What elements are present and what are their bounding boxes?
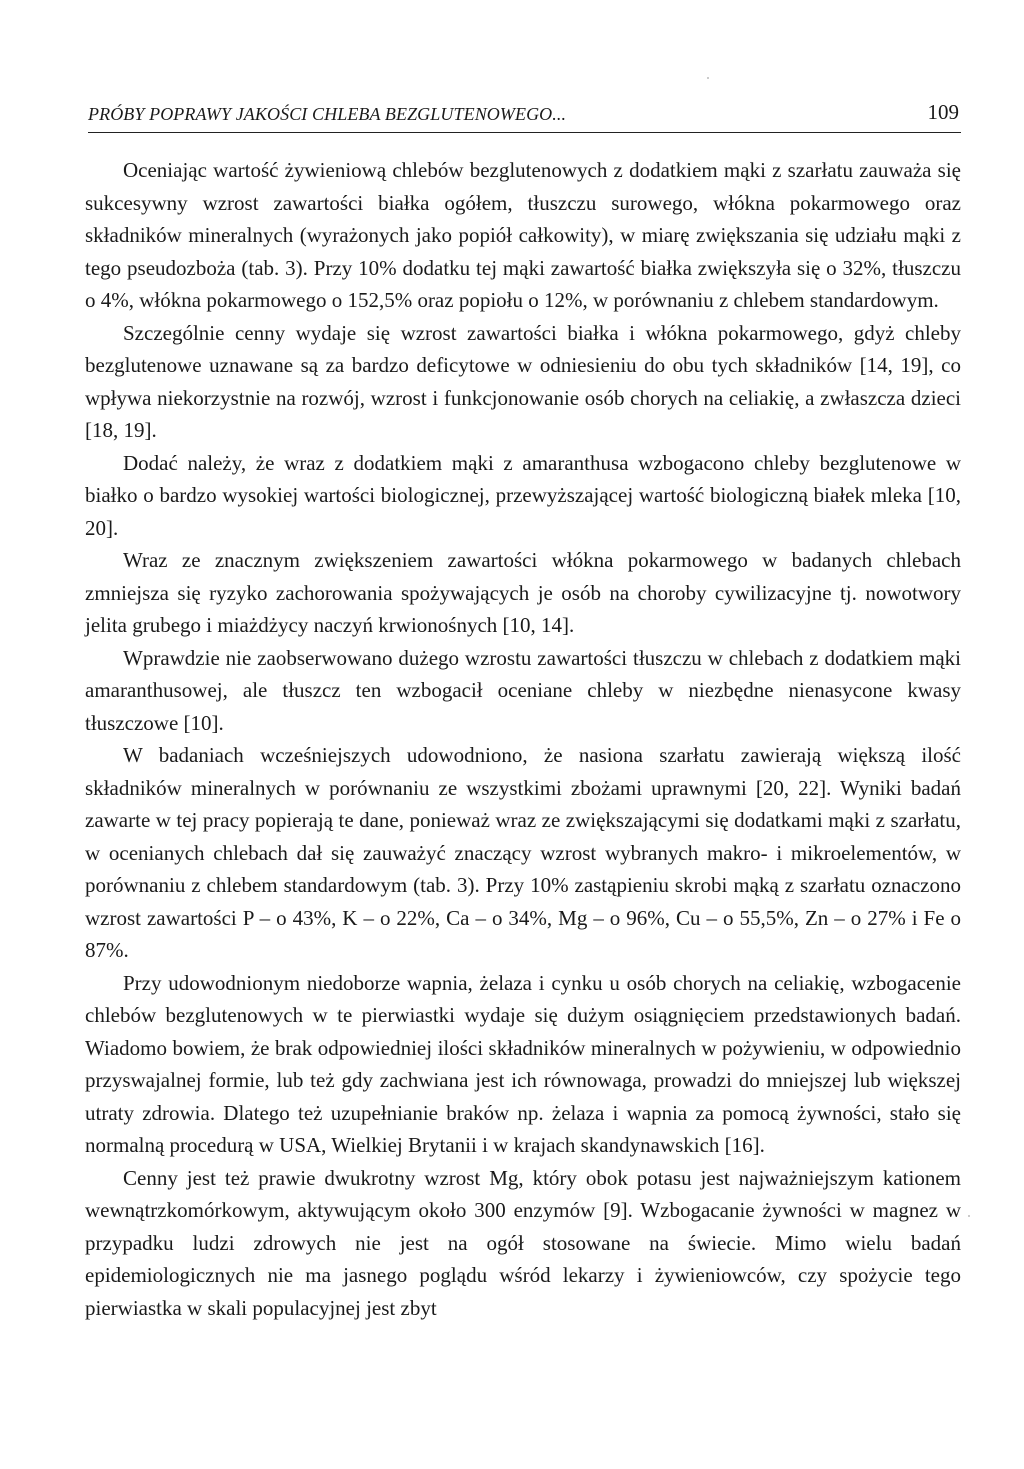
page — [85, 100, 961, 1324]
scan-speck — [707, 77, 709, 79]
paragraph: W badaniach wcześniejszych udowodniono, że nasiona szarłatu zawierają większą ilość składników mineralnych w porównaniu ze wszystkimi zbożami uprawnymi [20, 22]. Wyniki badań zawarte w tej pracy popierają te dane, ponieważ wraz ze zwiększającymi się dodatkami mąki z szarłatu, w ocenianych chlebach dał się zauważyć znaczący wzrost wybranych makro- i mikroelementów, w porównaniu z chlebem standardowym (tab. 3). Przy 10% zastąpieniu skrobi mąką z szarłatu oznaczono wzrost zawartości P – o 43%, K – o 22%, Ca – o 34%, Mg – o 96%, Cu – o 55,5%, Zn – o 27% i Fe o 87%. — [85, 743, 961, 962]
paragraph: Oceniając wartość żywieniową chlebów bezglutenowych z dodatkiem mąki z szarłatu zauważa się sukcesywny wzrost zawartości białka ogółem, tłuszczu surowego, włókna pokarmowego oraz składników mineralnych (wyrażonych jako popiół całkowity), w miarę zwiększania się udziału mąki z tego pseudozboża (tab. 3). Przy 10% dodatku tej mąki zawartość białka zwiększyła się o 32%, tłuszczu o 4%, włókna pokarmowego o 152,5% oraz popiołu o 12%, w porównaniu z chlebem standardowym. — [85, 158, 961, 312]
running-header — [88, 100, 961, 133]
body-text — [85, 154, 961, 1324]
page-number: 109 — [927, 100, 959, 124]
scan-speck — [968, 1215, 970, 1217]
paragraph: Cenny jest też prawie dwukrotny wzrost Mg, który obok potasu jest najważniejszym kationem wewnątrzkomórkowym, aktywującym około 300 enzymów [9]. Wzbogacanie żywności w magnez w przypadku ludzi zdrowych nie jest na ogół stosowane na świecie. Mimo wielu badań epidemiologicznych nie ma jasnego poglądu wśród lekarzy i żywieniowców, czy spożycie tego pierwiastka w skali populacyjnej jest zbyt — [85, 1165, 961, 1320]
paragraph: Dodać należy, że wraz z dodatkiem mąki z amaranthusa wzbogacono chleby bezglutenowe w białko o bardzo wysokiej wartości biologicznej, przewyższającej wartość biologiczną białek mleka [10, 20]. — [85, 450, 961, 540]
paragraph: Szczególnie cenny wydaje się wzrost zawartości białka i włókna pokarmowego, gdyż chleby bezglutenowe uznawane są za bardzo deficytowe w odniesieniu do obu tych składników [14, 19], co wpływa niekorzystnie na rozwój, wzrost i funkcjonowanie osób chorych na celiakię, a zwłaszcza dzieci [18, 19]. — [85, 320, 961, 442]
paragraph: Przy udowodnionym niedoborze wapnia, żelaza i cynku u osób chorych na celiakię, wzbogacenie chlebów bezglutenowych w te pierwiastki wydaje się dużym osiągnięciem przedstawionych badań. Wiadomo bowiem, że brak odpowiedniej ilości składników mineralnych w pożywieniu, w odpowiednio przyswajalnej formie, lub też gdy zachwiana jest ich równowaga, prowadzi do mniejszej lub większej utraty zdrowia. Dlatego też uzupełnianie braków np. żelaza i wapnia za pomocą żywności, stało się normalną procedurą w USA, Wielkiej Brytanii i w krajach skandynawskich [16]. — [85, 970, 961, 1157]
paragraph: Wraz ze znacznym zwiększeniem zawartości włókna pokarmowego w badanych chlebach zmniejsza się ryzyko zachorowania spożywających je osób na choroby cywilizacyjne tj. nowotwory jelita grubego i miażdżycy naczyń krwionośnych [10, 14]. — [85, 548, 961, 637]
paragraph: Wprawdzie nie zaobserwowano dużego wzrostu zawartości tłuszczu w chlebach z dodatkiem mąki amaranthusowej, ale tłuszcz ten wzbogacił oceniane chleby w niezbędne nienasycone kwasy tłuszczowe [10]. — [85, 645, 961, 735]
running-title: PRÓBY POPRAWY JAKOŚCI CHLEBA BEZGLUTENOWEGO... — [88, 104, 567, 124]
